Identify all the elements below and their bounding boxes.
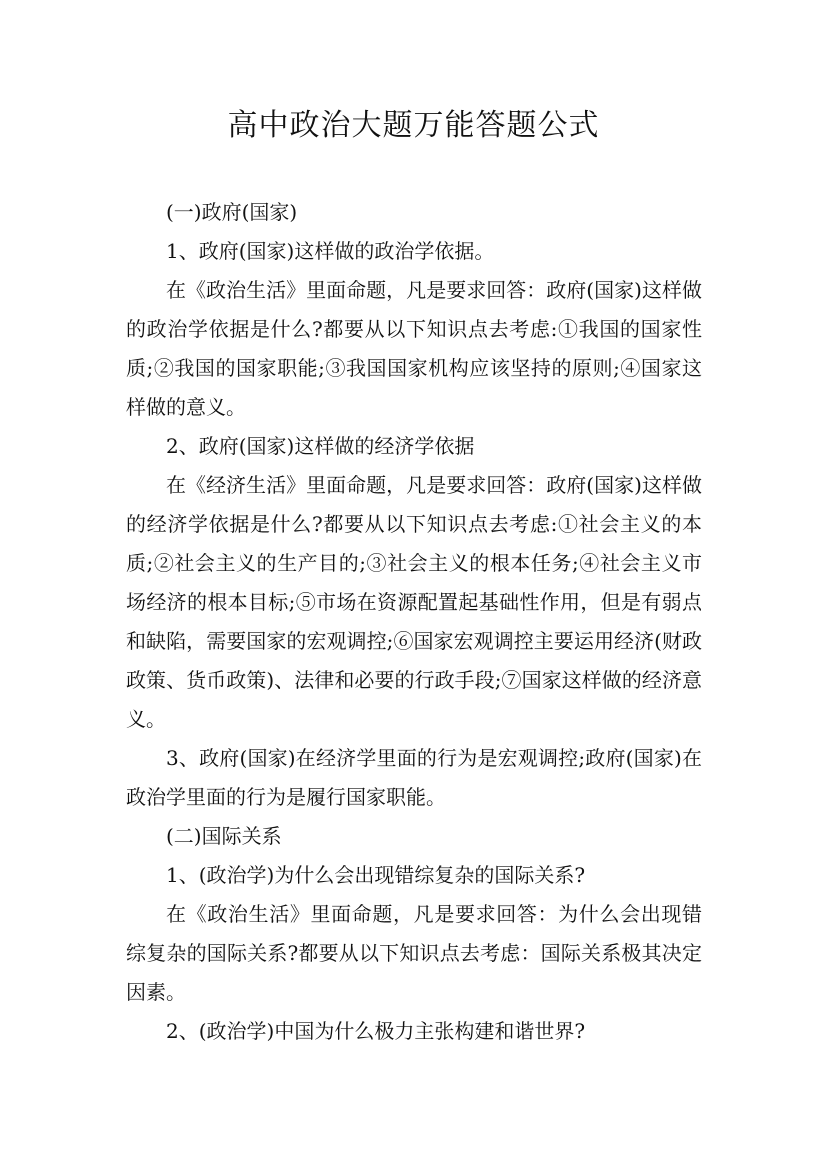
paragraph-complex-relations: 在《政治生活》里面命题，凡是要求回答：为什么会出现错综复杂的国际关系?都要从以下知识点去考虑：国际关系极其决定因素。	[126, 902, 702, 1004]
document-body	[126, 193, 702, 1051]
paragraph-political-basis: 在《政治生活》里面命题，凡是要求回答：政府(国家)这样做的政治学依据是什么?都要从以下知识点去考虑:①我国的国家性质;②我国的国家职能;③我国国家机构应该坚持的原则;④国家这样做的意义。	[126, 278, 702, 419]
document-title: 高中政治大题万能答题公式	[227, 108, 600, 143]
subheading-political-basis: 1、政府(国家)这样做的政治学依据。	[166, 239, 495, 263]
paragraph-economic-basis: 在《经济生活》里面命题，凡是要求回答：政府(国家)这样做的经济学依据是什么?都要从以下知识点去考虑:①社会主义的本质;②社会主义的生产目的;③社会主义的根本任务;④社会主义市场经济的根本目标;⑤市场在资源配置起基础性作用，但是有弱点和缺陷，需要国家的宏观调控;⑥国家宏观调控主要运用经济(财政政策、货币政策)、法律和必要的行政手段;⑦国家这样做的经济意义。	[126, 473, 702, 731]
heading-international-relations: (二)国际关系	[166, 824, 282, 848]
paragraph-government-behavior: 3、政府(国家)在经济学里面的行为是宏观调控;政府(国家)在政治学里面的行为是履行国家职能。	[126, 746, 702, 809]
subheading-harmonious-world: 2、(政治学)中国为什么极力主张构建和谐世界?	[166, 1019, 586, 1043]
subheading-economic-basis: 2、政府(国家)这样做的经济学依据	[166, 434, 475, 458]
subheading-complex-relations: 1、(政治学)为什么会出现错综复杂的国际关系?	[166, 863, 586, 887]
heading-government: (一)政府(国家)	[166, 200, 298, 224]
